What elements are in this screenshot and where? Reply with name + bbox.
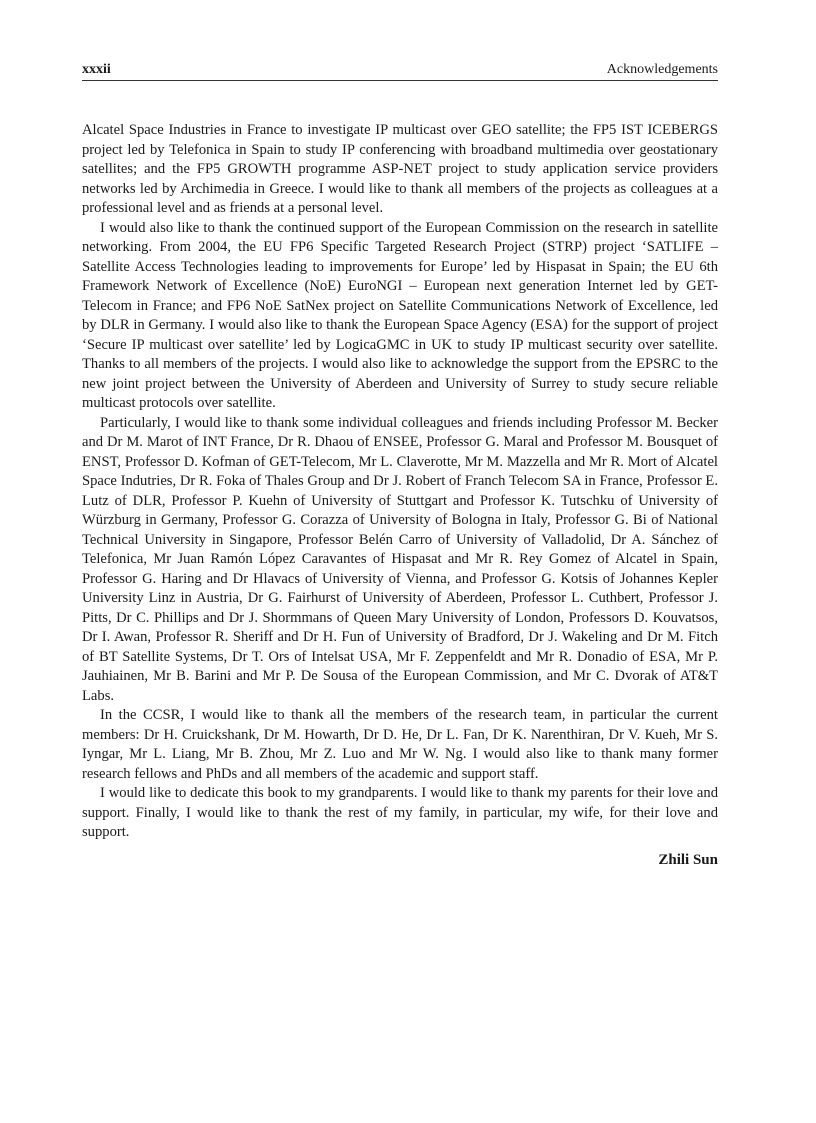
- acknowledgements-body: [82, 121, 718, 870]
- page-number: xxxii: [82, 62, 111, 77]
- paragraph-colleagues: Particularly, I would like to thank some individual colleagues and friends including Professor M. Becker and Dr M. Marot of INT France, Dr R. Dhaou of ENSEE, Professor G. Maral and Professor M. Bousquet of ENST, Professor D. Kofman of GET-Telecom, Mr L. Claverotte, Mr M. Mazzella and Mr R. Mort of Alcatel Space Indutries, Dr R. Foka of Thales Group and Dr J. Robert of Franch Telecom SA in France, Professor E. Lutz of DLR, Professor P. Kuehn of University of Stuttgart and Professor K. Tutschku of University of Würzburg in Germany, Professor G. Corazza of University of Bologna in Italy, Professor G. Bi of National Technical University in Singapore, Professor Belén Carro of University of Valladolid, Dr A. Sánchez of Telefonica, Mr Juan Ramón López Caravantes of Hispasat and Mr R. Rey Gomez of Alcatel in Spain, Professor G. Haring and Dr Hlavacs of University of Vienna, and Professor G. Kotsis of Johannes Kepler University Linz in Austria, Dr G. Fairhurst of University of Aberdeen, Professor L. Cuthbert, Professor J. Pitts, Dr C. Phillips and Dr J. Shormmans of Queen Mary University of London, Professors D. Kouvatsos, Dr I. Awan, Professor R. Sheriff and Dr H. Fun of University of Bradford, Dr J. Wakeling and Dr M. Fitch of BT Satellite Systems, Dr T. Ors of Intelsat USA, Mr F. Zeppenfeldt and Mr R. Donadio of ESA, Mr P. Jauhiainen, Mr B. Barini and Mr P. De Sousa of the European Commission, and Mr C. Dvorak of AT&T Labs.: [82, 414, 718, 704]
- paragraph-european-commission: I would also like to thank the continued support of the European Commission on the research in satellite networking. From 2004, the EU FP6 Specific Targeted Research Project (STRP) project ‘SATLIFE – Satellite Access Technologies leading to improvements for Europe’ led by Hispasat in Spain; the EU 6th Framework Network of Excellence (NoE) EuroNGI – European next generation Internet led by GET-Telecom in France; and FP6 NoE SatNex project on Satellite Communications Network of Excellence, led by DLR in Germany. I would also like to thank the European Space Agency (ESA) for the support of project ‘Secure IP multicast over satellite’ led by LogicaGMC in UK to study IP multicast security over satellite. Thanks to all members of the projects. I would also like to acknowledge the support from the EPSRC to the new joint project between the University of Aberdeen and University of Surrey to study secure reliable multicast protocols over satellite.: [82, 219, 718, 411]
- author-signature: Zhili Sun: [658, 851, 718, 868]
- running-title: Acknowledgements: [606, 62, 718, 77]
- paragraph-dedication: I would like to dedicate this book to my grandparents. I would like to thank my parents for their love and support. Finally, I would like to thank the rest of my family, in particular, my wife, for their love and support.: [82, 785, 718, 840]
- paragraph-ccsr-team: In the CCSR, I would like to thank all the members of the research team, in particular the current members: Dr H. Cruickshank, Dr M. Howarth, Dr D. He, Dr L. Fan, Dr K. Narenthiran, Dr V. Kueh, Mr S. Iyngar, Mr L. Liang, Mr B. Zhou, Mr Z. Luo and Mr W. Ng. I would also like to thank many former research fellows and PhDs and all members of the academic and support staff.: [82, 707, 718, 782]
- paragraph-continued: Alcatel Space Industries in France to investigate IP multicast over GEO satellite; the FP5 IST ICEBERGS project led by Telefonica in Spain to study IP conferencing with broadband multimedia over geostationary satellites; and the FP5 GROWTH programme ASP-NET project to study application service providers networks led by Archimedia in Greece. I would like to thank all members of the projects as colleagues at a professional level and as friends at a personal level.: [82, 122, 718, 216]
- running-header: [82, 62, 718, 81]
